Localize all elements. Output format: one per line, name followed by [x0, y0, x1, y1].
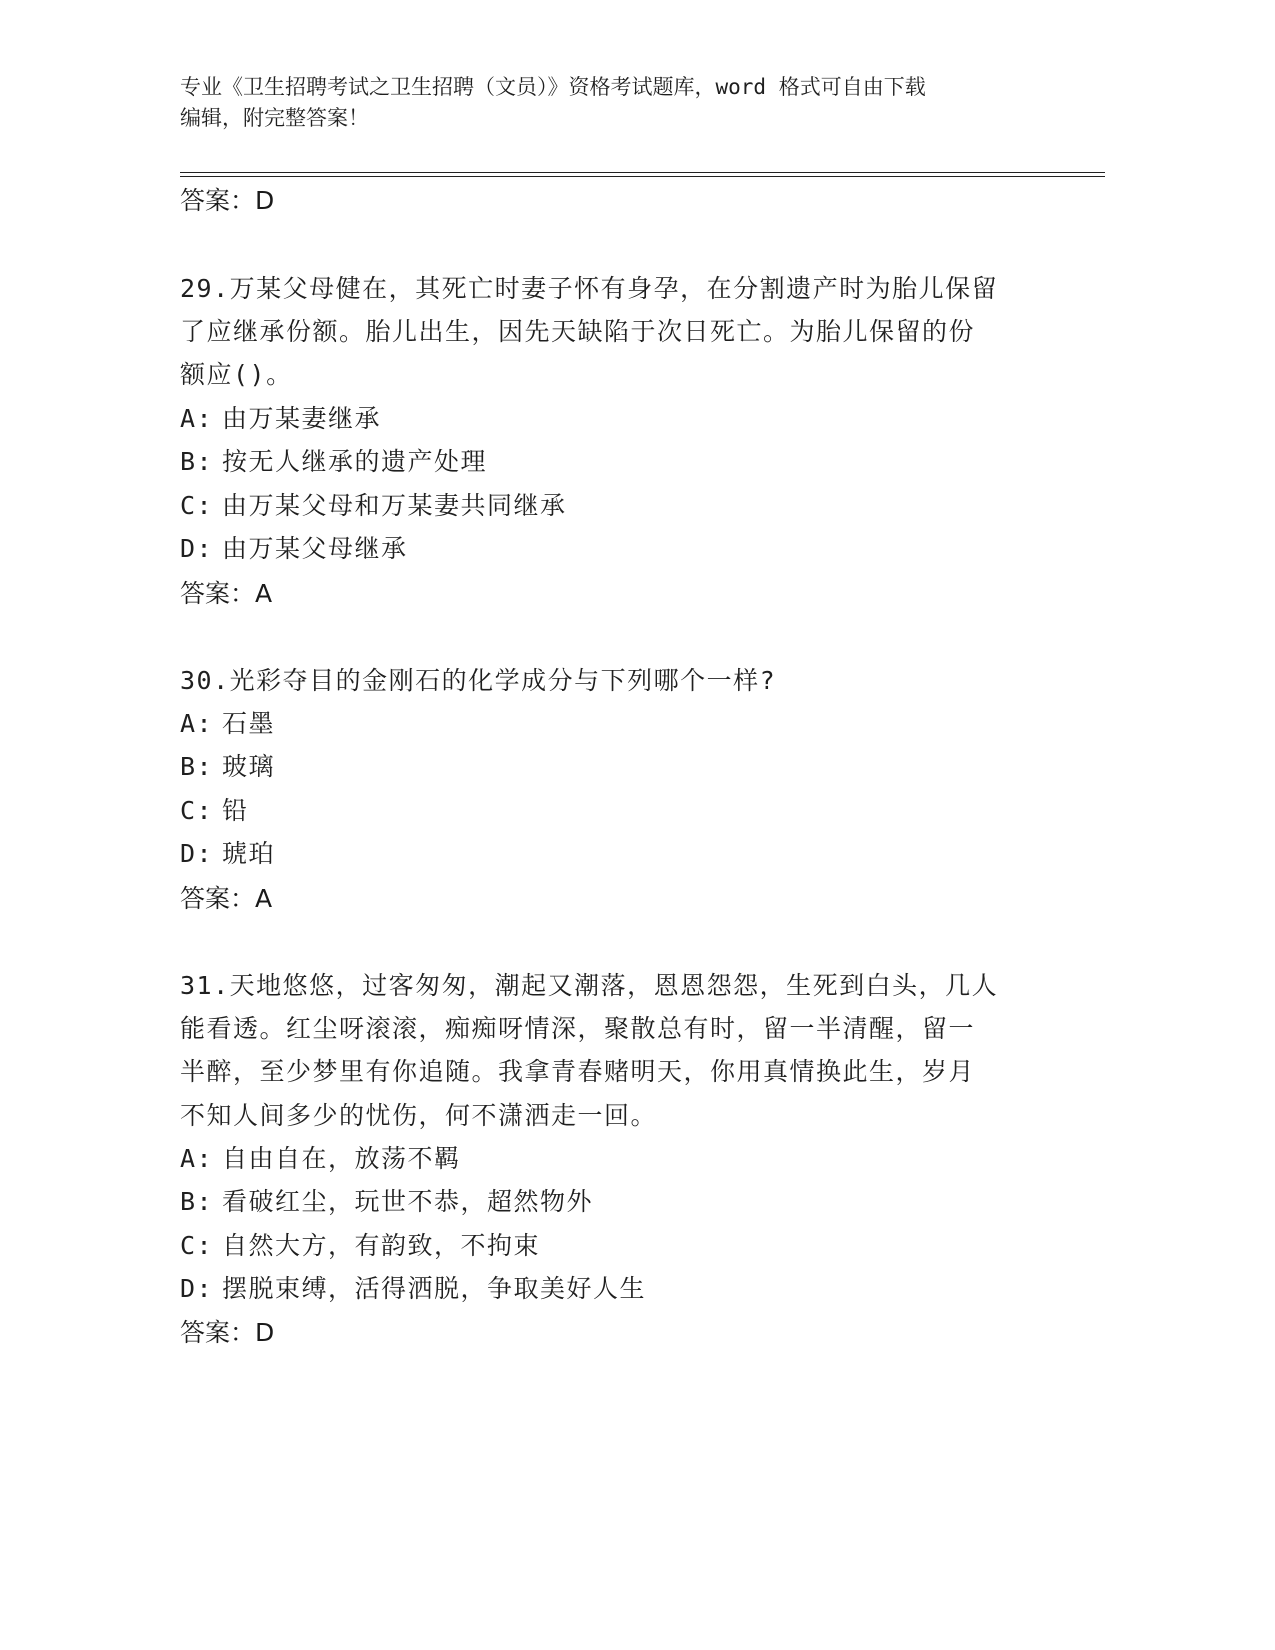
question-30-option-d [180, 837, 275, 871]
option-letter: C: [180, 491, 214, 520]
question-29-option-c [180, 489, 567, 523]
option-text: 由万某父母和万某妻共同继承 [222, 491, 567, 520]
option-text: 玻璃 [222, 752, 276, 781]
question-29-line-1: 29.万某父母健在，其死亡时妻子怀有身孕，在分割遗产时为胎儿保留 [180, 274, 999, 303]
option-letter: C: [180, 796, 214, 825]
option-text: 按无人继承的遗产处理 [222, 447, 488, 476]
option-letter: D: [180, 839, 214, 868]
previous-answer: 答案：D [180, 186, 275, 215]
option-text: 由万某妻继承 [222, 404, 382, 433]
question-29-option-b [180, 445, 487, 479]
option-text: 看破红尘，玩世不恭，超然物外 [222, 1187, 594, 1216]
option-letter: B: [180, 752, 214, 781]
question-30-line-1: 30.光彩夺目的金刚石的化学成分与下列哪个一样? [180, 666, 777, 695]
question-31-line-3: 半醉，至少梦里有你追随。我拿青春赌明天，你用真情换此生，岁月 [180, 1057, 976, 1086]
option-letter: B: [180, 447, 214, 476]
document-header [180, 72, 1040, 134]
question-31-answer: 答案：D [180, 1318, 275, 1347]
option-text: 由万某父母继承 [222, 534, 408, 563]
question-31-line-2: 能看透。红尘呀滚滚，痴痴呀情深，聚散总有时，留一半清醒，留一 [180, 1014, 976, 1043]
question-29-option-d [180, 532, 408, 566]
option-letter: B: [180, 1187, 214, 1216]
option-text: 石墨 [222, 709, 276, 738]
option-text: 铅 [222, 796, 249, 825]
question-30-answer: 答案：A [180, 884, 273, 913]
option-letter: D: [180, 534, 214, 563]
question-29-line-3: 额应()。 [180, 360, 293, 389]
option-text: 琥珀 [222, 839, 276, 868]
option-letter: A: [180, 709, 214, 738]
question-31-line-4: 不知人间多少的忧伤，何不潇洒走一回。 [180, 1101, 658, 1130]
option-text: 摆脱束缚，活得洒脱，争取美好人生 [222, 1274, 647, 1303]
option-letter: D: [180, 1274, 214, 1303]
option-letter: A: [180, 404, 214, 433]
option-letter: A: [180, 1144, 214, 1173]
header-divider-bottom [180, 176, 1105, 177]
question-30-option-c [180, 794, 249, 828]
question-29-option-a [180, 402, 381, 436]
header-divider-top [180, 172, 1105, 173]
option-text: 自然大方，有韵致，不拘束 [222, 1231, 541, 1260]
header-line-2: 编辑，附完整答案！ [180, 106, 369, 130]
question-31-option-d [180, 1272, 646, 1306]
question-29-answer: 答案：A [180, 579, 273, 608]
question-31-option-a [180, 1142, 461, 1176]
header-line-1: 专业《卫生招聘考试之卫生招聘（文员）》资格考试题库，word 格式可自由下载 [180, 75, 926, 99]
question-31-line-1: 31.天地悠悠，过客匆匆，潮起又潮落，恩恩怨怨，生死到白头，几人 [180, 971, 999, 1000]
question-29-line-2: 了应继承份额。胎儿出生，因先天缺陷于次日死亡。为胎儿保留的份 [180, 317, 976, 346]
option-letter: C: [180, 1231, 214, 1260]
option-text: 自由自在，放荡不羁 [222, 1144, 461, 1173]
question-31-option-b [180, 1185, 593, 1219]
question-31-option-c [180, 1229, 540, 1263]
question-30-option-a [180, 707, 275, 741]
question-30-option-b [180, 750, 275, 784]
